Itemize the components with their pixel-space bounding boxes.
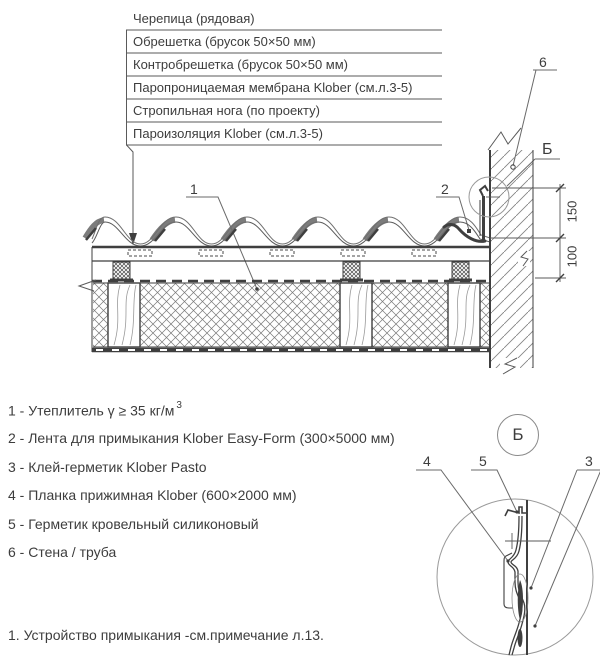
- leader-dot-2: [467, 229, 471, 233]
- legend-item-1-text: 1 - Утеплитель γ ≥ 35 кг/м: [8, 402, 175, 419]
- insulation-layer: [79, 247, 490, 352]
- dimension-150: 150: [564, 200, 580, 223]
- layer-label-battens: Обрешетка (брусок 50×50 мм): [133, 34, 316, 49]
- legend-item-3: 3 - Клей-герметик Klober Pasto: [8, 459, 207, 475]
- detail-marker-letter: Б: [542, 141, 553, 158]
- detail-callout-5: 5: [479, 453, 487, 469]
- legend-item-4: 4 - Планка прижимная Klober (600×2000 мм): [8, 487, 297, 503]
- callout-1: 1: [190, 181, 198, 197]
- legend-item-5: 5 - Герметик кровельный силиконовый: [8, 516, 259, 532]
- legend-item-6: 6 - Стена / труба: [8, 544, 117, 560]
- callout-2: 2: [441, 181, 449, 197]
- legend-item-1-sup: 3: [176, 400, 182, 411]
- note-line: 1. Устройство примыкания -см.примечание л.13.: [8, 627, 324, 643]
- legend-item-2: 2 - Лента для примыкания Klober Easy-Form (300×5000 мм): [8, 430, 395, 446]
- detail-callout-3: 3: [585, 453, 593, 469]
- counter-battens: [110, 262, 472, 280]
- layer-label-counterbattens: Контробрешетка (брусок 50×50 мм): [133, 57, 349, 72]
- callout-6: 6: [539, 54, 547, 70]
- tile-layer: [85, 217, 490, 256]
- layer-label-vapour-barrier: Пароизоляция Klober (см.л.3-5): [133, 126, 323, 141]
- detail-callout-4: 4: [423, 453, 431, 469]
- detail-title-letter: Б: [512, 425, 524, 444]
- wall: [488, 128, 533, 374]
- layer-label-membrane: Паропроницаемая мембрана Klober (см.л.3-5): [133, 80, 413, 95]
- layer-label-tiles: Черепица (рядовая): [133, 11, 255, 26]
- detail-view: [416, 415, 600, 656]
- dimension-100: 100: [564, 245, 580, 268]
- layer-label-rafter: Стропильная нога (по проекту): [133, 103, 320, 118]
- legend-item-1: [8, 402, 180, 419]
